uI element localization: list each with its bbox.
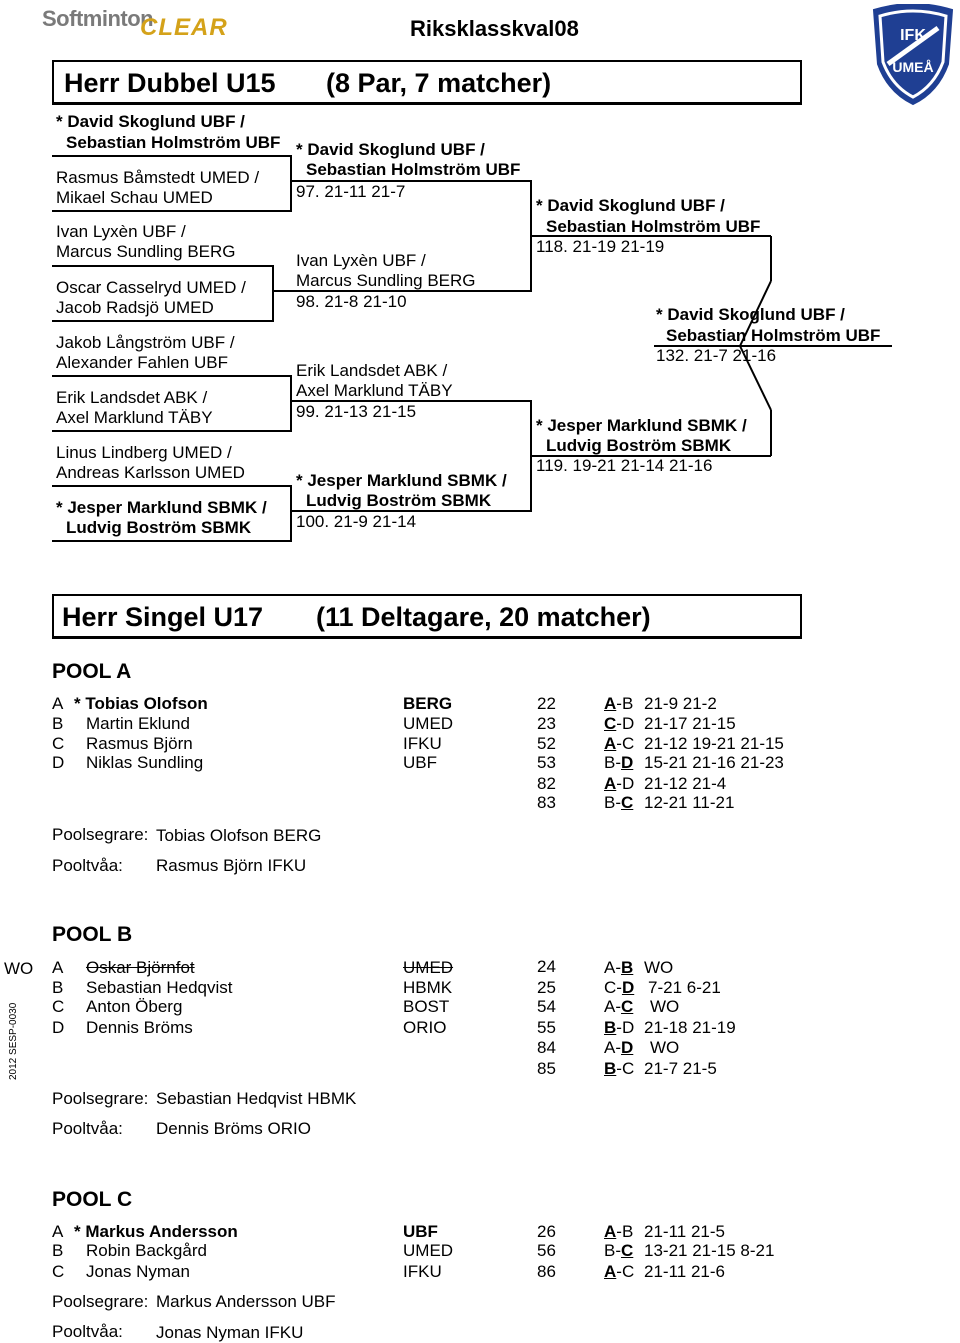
pool-c-letter: B [52, 1241, 64, 1260]
pool-b-letter: A [52, 958, 64, 977]
pool-b-letter: D [52, 1018, 65, 1037]
r2-match100-line2: Ludvig Boström SBMK [306, 491, 492, 510]
pool-a-match-pair: A-C [604, 734, 635, 753]
pool-c-match-no: 56 [537, 1241, 556, 1260]
pool-c-heading: POOL C [52, 1188, 133, 1211]
pool-b-match-no: 84 [537, 1038, 556, 1057]
r2-match98-line1: Ivan Lyxèn UBF / [296, 251, 426, 270]
pool-a-match-pair: A-D [604, 774, 635, 793]
pool-c-letter: C [52, 1262, 65, 1281]
pool-a-winner: Tobias Olofson BERG [156, 826, 322, 845]
pool-b-winner: Sebastian Hedqvist HBMK [156, 1089, 357, 1108]
pool-a-second-label: Pooltvåa: [52, 856, 123, 875]
pool-c-match-score: 21-11 21-6 [644, 1262, 725, 1281]
pool-a-match-no: 83 [537, 793, 556, 812]
pool-b-match-score: WO [644, 958, 674, 977]
badge-text-bottom: UMEÅ [892, 59, 934, 75]
pool-b-match-no: 85 [537, 1059, 556, 1078]
r1-pair3-line1: Ivan Lyxèn UBF / [56, 222, 186, 241]
singles-title: Herr Singel U17 [62, 602, 264, 632]
r1-pair2-line2: Mikael Schau UMED [56, 188, 213, 207]
semi-match118-line1: * David Skoglund UBF / [536, 196, 725, 215]
pool-a-winner-label: Poolsegrare: [52, 825, 149, 844]
pool-b-player-name: Dennis Bröms [86, 1018, 193, 1037]
r1-pair8-line1: * Jesper Marklund SBMK / [56, 498, 267, 517]
r2-match98-result: 98. 21-8 21-10 [296, 292, 407, 311]
pool-b-match-score: WO [650, 997, 680, 1016]
pool-b-match-pair: A-C [604, 997, 634, 1016]
r1-pair3-line2: Marcus Sundling BERG [56, 242, 236, 261]
pool-a-match-score: 12-21 11-21 [644, 793, 735, 812]
pool-b-player-club-withdrawn: UMED [403, 958, 454, 977]
pool-a-player-name: Rasmus Björn [86, 734, 193, 753]
pool-c-player-club: UMED [403, 1241, 454, 1260]
logo-text-softminton: Softminton [42, 6, 154, 31]
r1-pair7-line1: Linus Lindberg UMED / [56, 443, 232, 462]
pool-b-player-club: HBMK [403, 978, 453, 997]
r1-pair4-line1: Oscar Casselryd UMED / [56, 278, 246, 297]
pool-c-player-club: IFKU [403, 1262, 442, 1281]
pool-a-match-pair: B-D [604, 753, 634, 772]
r2-match100-result: 100. 21-9 21-14 [296, 512, 417, 531]
singles-subtitle: (11 Deltagare, 20 matcher) [316, 602, 651, 632]
doubles-title: Herr Dubbel U15 [64, 68, 276, 98]
pool-b-match-pair: B-D [604, 1018, 635, 1037]
semi-match119-result: 119. 19-21 21-14 21-16 [536, 456, 713, 475]
pool-a-match-no: 53 [537, 753, 556, 772]
pool-c-player-name: Robin Backgård [86, 1241, 207, 1260]
pool-c-winner-label: Poolsegrare: [52, 1292, 149, 1311]
pool-b-player-club: BOST [403, 997, 450, 1016]
pool-c-second: Jonas Nyman IFKU [156, 1323, 304, 1342]
r1-pair7-line2: Andreas Karlsson UMED [56, 463, 245, 482]
semi-match119-line1: * Jesper Marklund SBMK / [536, 416, 747, 435]
vertical-document-code: 2012 SESP-0030 [8, 1002, 19, 1080]
pool-a-match-no: 22 [537, 694, 556, 713]
pool-c-match-no: 26 [537, 1222, 556, 1241]
pool-b-player-name: Anton Öberg [86, 997, 183, 1016]
pool-a-player-name: Martin Eklund [86, 714, 190, 733]
pool-a-match-pair: B-C [604, 793, 634, 812]
r2-match100-line1: * Jesper Marklund SBMK / [296, 471, 507, 490]
pool-a-player-club: UMED [403, 714, 454, 733]
pool-a-letter: A [52, 694, 64, 713]
r2-match99-line2: Axel Marklund TÄBY [296, 381, 453, 400]
r2-match99-result: 99. 21-13 21-15 [296, 402, 417, 421]
pool-a-player-name: * Tobias Olofson [74, 694, 208, 713]
pool-c-match-pair: A-C [604, 1262, 635, 1281]
pool-b-match-no: 25 [537, 978, 556, 997]
pool-a-player-name: Niklas Sundling [86, 753, 204, 772]
pool-a-match-no: 52 [537, 734, 556, 753]
r2-match97-line1: * David Skoglund UBF / [296, 140, 485, 159]
pool-a-match-score: 21-12 21-4 [644, 774, 727, 793]
badge-text-top: IFK [900, 27, 926, 44]
pool-c-second-label: Pooltvåa: [52, 1322, 123, 1341]
pool-b-letter: B [52, 978, 64, 997]
pool-c-winner: Markus Andersson UBF [156, 1292, 336, 1311]
r1-pair4-line2: Jacob Radsjö UMED [56, 298, 214, 317]
r2-match99-line1: Erik Landsdet ABK / [296, 361, 448, 380]
pool-c-player-name: Jonas Nyman [86, 1262, 190, 1281]
pool-b-second-label: Pooltvåa: [52, 1119, 123, 1138]
event-title: Riksklasskval08 [410, 16, 579, 41]
r1-pair8-line2: Ludvig Boström SBMK [66, 518, 252, 537]
pool-c-player-name: * Markus Andersson [74, 1222, 238, 1241]
pool-a-match-score: 21-9 21-2 [644, 694, 717, 713]
pool-b-match-no: 54 [537, 997, 556, 1016]
r2-match98-line2: Marcus Sundling BERG [296, 271, 476, 290]
pool-b-second: Dennis Bröms ORIO [156, 1119, 311, 1138]
pool-a-match-no: 82 [537, 774, 556, 793]
pool-c-letter: A [52, 1222, 64, 1241]
pool-a-player-club: UBF [403, 753, 437, 772]
pool-c-match-pair: B-C [604, 1241, 634, 1260]
pool-a-player-club: BERG [403, 694, 453, 713]
pool-c-match-score: 21-11 21-5 [644, 1222, 725, 1241]
pool-a-letter: C [52, 734, 65, 753]
final-line1: * David Skoglund UBF / [656, 305, 845, 324]
pool-b-match-pair: A-D [604, 1038, 634, 1057]
pool-b-match-score: 21-18 21-19 [644, 1018, 736, 1037]
pool-b-winner-label: Poolsegrare: [52, 1089, 149, 1108]
semi-match118-line2: Sebastian Holmström UBF [546, 217, 761, 236]
r2-match97-result: 97. 21-11 21-7 [296, 182, 406, 201]
pool-a-second: Rasmus Björn IFKU [156, 856, 307, 875]
pool-a-match-no: 23 [537, 714, 556, 733]
semi-match118-result: 118. 21-19 21-19 [536, 237, 665, 256]
pool-b-match-no: 24 [537, 957, 556, 976]
pool-a-letter: B [52, 714, 64, 733]
r1-pair6-line2: Axel Marklund TÄBY [56, 408, 213, 427]
pool-a-match-pair: C-D [604, 714, 635, 733]
semi-match119-line2: Ludvig Boström SBMK [546, 436, 732, 455]
pool-b-match-no: 55 [537, 1018, 556, 1037]
r1-pair6-line1: Erik Landsdet ABK / [56, 388, 208, 407]
pool-b-match-score: 7-21 6-21 [648, 978, 721, 997]
final-line2: Sebastian Holmström UBF [666, 326, 881, 345]
r2-match97-line2: Sebastian Holmström UBF [306, 160, 521, 179]
final-result: 132. 21-7 21-16 [656, 346, 777, 365]
pool-b-wo-note: WO [4, 959, 34, 978]
pool-b-match-score: WO [650, 1038, 680, 1057]
pool-b-letter: C [52, 997, 65, 1016]
pool-a-match-pair: A-B [604, 694, 634, 713]
pool-c-match-score: 13-21 21-15 8-21 [644, 1241, 775, 1260]
bracket-lines-semis [0, 0, 960, 560]
pool-b-match-pair: B-C [604, 1059, 635, 1078]
pool-a-match-score: 15-21 21-16 21-23 [644, 753, 784, 772]
pool-c-player-club: UBF [403, 1222, 438, 1241]
pool-b-player-club: ORIO [403, 1018, 447, 1037]
pool-a-heading: POOL A [52, 660, 132, 683]
r1-pair5-line2: Alexander Fahlen UBF [56, 353, 228, 372]
r1-pair2-line1: Rasmus Båmstedt UMED / [56, 168, 260, 187]
pool-c-match-pair: A-B [604, 1222, 634, 1241]
pool-a-match-score: 21-17 21-15 [644, 714, 736, 733]
pool-a-player-club: IFKU [403, 734, 442, 753]
doubles-subtitle: (8 Par, 7 matcher) [326, 68, 552, 98]
logo-text-clear: CLEAR [140, 14, 228, 41]
r1-pair1-line2: Sebastian Holmström UBF [66, 133, 281, 152]
r1-pair1-line1: * David Skoglund UBF / [56, 112, 245, 131]
pool-b-heading: POOL B [52, 923, 133, 946]
singles-header-box [52, 594, 802, 639]
pool-b-match-pair: A-B [604, 958, 634, 977]
pool-b-match-score: 21-7 21-5 [644, 1059, 717, 1078]
pool-a-letter: D [52, 753, 65, 772]
pool-b-player-name-withdrawn: Oskar Björnfot [86, 958, 195, 977]
r1-pair5-line1: Jakob Långström UBF / [56, 333, 235, 352]
pool-a-match-score: 21-12 19-21 21-15 [644, 734, 784, 753]
pool-c-match-no: 86 [537, 1262, 556, 1281]
pool-b-match-pair: C-D [604, 978, 635, 997]
pool-b-player-name: Sebastian Hedqvist [86, 978, 233, 997]
